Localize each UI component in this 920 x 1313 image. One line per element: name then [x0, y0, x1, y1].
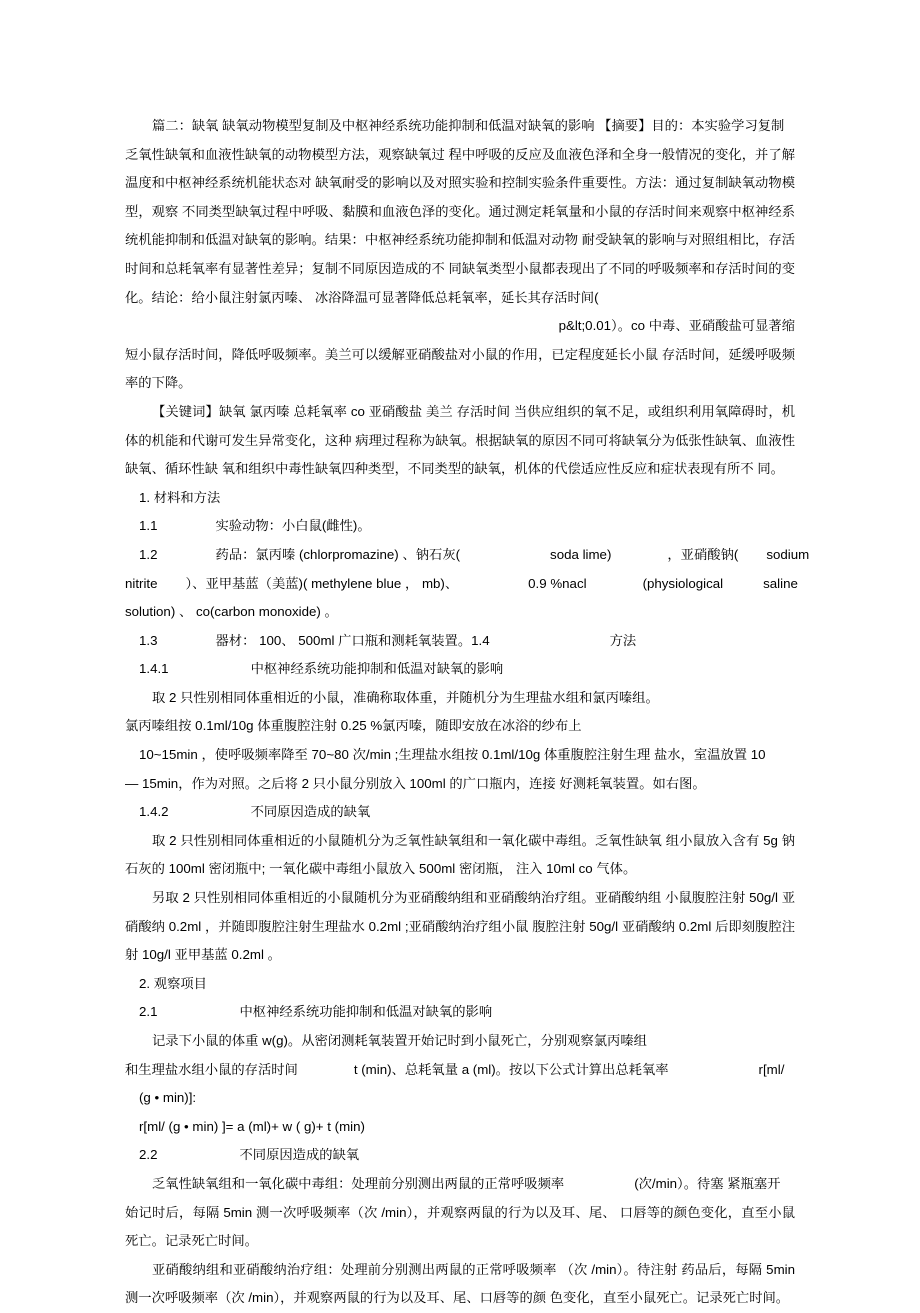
item-2-1-number: 2.1	[139, 1004, 158, 1020]
item-1-2-drugs-h: (physiological	[642, 575, 724, 591]
item-1-2-drugs-j: solution) 、 co(carbon monoxide) 。	[125, 604, 338, 620]
item-1-2-drugs-b: soda lime)	[550, 546, 612, 562]
item-1-4-1-body-2	[125, 712, 795, 741]
item-1-4-2-text: 不同原因造成的缺氧	[250, 804, 371, 820]
item-2-1-heading	[125, 998, 795, 1027]
abstract-paragraph-main	[125, 141, 795, 313]
item-2-2-body-2-text: 亚硝酸纳组和亚硝酸纳治疗组：处理前分别测出两鼠的正常呼吸频率 （次 /min）。待注射 药品后，每隔 5min 测一次呼吸频率（次 /min），并观察两鼠的行为以及耳、尾、口唇等的颜 色变化，直至小鼠死亡。记录死亡时间。	[125, 1261, 795, 1306]
item-1-2-drugs-g: 0.9 %nacl	[528, 575, 587, 591]
item-1-2-drugs-e: nitrite	[125, 575, 158, 591]
item-2-1-body-3	[125, 1084, 795, 1113]
item-2-1-body-2a: 和生理盐水组小鼠的存活时间	[125, 1061, 298, 1077]
item-2-2-body-1a: 乏氧性缺氧组和一氧化碳中毒组：处理前分别测出两鼠的正常呼吸频率	[152, 1175, 565, 1191]
item-1-4-2-body-1-text: 取 2 只性别相同体重相近的小鼠随机分为乏氧性缺氧组和一氧化碳中毒组。乏氧性缺氧 组小鼠放入含有 5g 钠石灰的 100ml 密闭瓶中; 一氧化碳中毒组小鼠放入 500ml 密闭瓶， 注入 10ml co 气体。	[125, 832, 795, 877]
item-1-2-drugs-a: 药品：氯丙嗪 (chlorpromazine) 、钠石灰(	[215, 546, 461, 562]
item-1-2-drugs-c: ，亚硝酸钠(	[667, 546, 739, 562]
item-2-1-text: 中枢神经系统功能抑制和低温对缺氧的影响	[239, 1004, 493, 1020]
item-1-2-drugs-i: saline	[763, 575, 798, 591]
item-1-4-1-body-3-text: 10~15min ，使呼吸频率降至 70~80 次/min ;生理盐水组按 0.1ml/10g 体重腹腔注射生理 盐水，室温放置 10	[139, 747, 766, 763]
abstract-pvalue-line	[125, 312, 795, 341]
total-oxygen-rate-formula	[125, 1113, 795, 1142]
item-1-4-2-body-2	[125, 884, 795, 970]
abstract-tail-text: 短小鼠存活时间，降低呼吸频率。美兰可以缓解亚硝酸盐对小鼠的作用，已定程度延长小鼠 存活时间，延缓呼吸频率的下降。	[125, 346, 795, 391]
section1-heading	[125, 484, 795, 513]
item-1-2-line2	[125, 570, 798, 599]
item-1-4-2-heading	[125, 798, 795, 827]
item-1-4-1-number: 1.4.1	[139, 661, 169, 677]
item-1-3	[125, 627, 795, 656]
item-2-1-body-1-text: 记录下小鼠的体重 w(g)。从密闭测耗氧装置开始记时到小鼠死亡，分别观察氯丙嗪组	[152, 1033, 647, 1048]
abstract-paragraph-tail	[125, 341, 795, 398]
item-1-2-number: 1.2	[139, 546, 158, 562]
item-2-2-text: 不同原因造成的缺氧	[239, 1147, 360, 1163]
section2-heading	[125, 970, 795, 999]
item-1-4-number: 1.4	[471, 632, 490, 648]
item-2-1-body-3-text: (g • min)]:	[139, 1090, 197, 1106]
abstract-paragraph-opening	[125, 112, 795, 141]
item-1-4-2-body-2-text: 另取 2 只性别相同体重相近的小鼠随机分为亚硝酸纳组和亚硝酸纳治疗组。亚硝酸纳组 小鼠腹腔注射 50g/l 亚硝酸纳 0.2ml ，并随即腹腔注射生理盐水 0.2ml ;亚硝酸纳治疗组小鼠 腹腔注射 50g/l 亚硝酸纳 0.2ml 后即刻腹腔注射 10g/l 亚甲基蓝 0.2ml 。	[125, 890, 795, 963]
item-1-4-1-text: 中枢神经系统功能抑制和低温对缺氧的影响	[250, 661, 504, 677]
item-2-1-body-2c: r[ml/	[758, 1061, 785, 1077]
item-2-1-body-2	[125, 1056, 795, 1085]
keywords-label: 【关键词】	[152, 403, 219, 419]
section1-heading-text: 1. 材料和方法	[139, 489, 221, 505]
document-body	[125, 112, 810, 1313]
item-2-2-body-2	[125, 1256, 795, 1313]
keywords-paragraph	[125, 398, 795, 484]
item-1-1	[125, 512, 795, 541]
section2-heading-text: 2. 观察项目	[139, 975, 207, 991]
item-1-3-number: 1.3	[139, 632, 158, 648]
item-1-2-line1	[125, 541, 810, 570]
item-1-4-1-body-4	[125, 770, 795, 799]
item-1-2-drugs-d: sodium	[766, 546, 810, 562]
item-2-2-body-1c: 始记时后，每隔 5min 测一次呼吸频率（次 /min），并观察两鼠的行为以及耳、尾、 口唇等的颜色变化，直至小鼠死亡。记录死亡时间。	[125, 1204, 795, 1249]
item-2-1-body-1	[125, 1027, 795, 1056]
abstract-main-text: 乏氧性缺氧和血液性缺氧的动物模型方法，观察缺氧过 程中呼吸的反应及血液色泽和全身一般情况的变化，并了解温度和中枢神经系统机能状态对 缺氧耐受的影响以及对照实验和控制实验条件重要性。方法：通过复制缺氧动物模型，观察 不同类型缺氧过程中呼吸、黏膜和血液色泽的变化。通过测定耗氧量和小鼠的存活时间来观察中枢神经系统机能抑制和低温对缺氧的影响。结果：中枢神经系统功能抑制和低温对动物 耐受缺氧的影响与对照组相比，存活时间和总耗氧率有显著性差异；复制不同原因造成的不 同缺氧类型小鼠都表现出了不同的呼吸频率和存活时间的变化。结论：给小鼠注射氯丙嗪、 冰浴降温可显著降低总耗氧率，延长其存活时间(	[125, 146, 795, 305]
item-1-4-1-body-1-text: 取 2 只性别相同体重相近的小鼠，准确称取体重，并随机分为生理盐水组和氯丙嗪组。	[152, 689, 659, 705]
formula-text: r[ml/ (g • min) ]= a (ml)+ w ( g)+ t (min)	[139, 1118, 365, 1134]
item-2-2-body-1-line1	[125, 1170, 795, 1199]
item-1-4-1-body-4-text: — 15min，作为对照。之后将 2 只小鼠分别放入 100ml 的广口瓶内，连接 好测耗氧装置。如右图。	[125, 775, 706, 791]
item-1-4-1-body-3	[125, 741, 795, 770]
item-1-1-text: 实验动物：小白鼠(雌性)。	[215, 518, 371, 534]
abstract-pvalue-text: p&lt;0.01）。co 中毒、亚硝酸盐可显著缩	[558, 318, 795, 334]
item-1-1-number: 1.1	[139, 518, 158, 534]
item-1-4-2-body-1	[125, 827, 795, 884]
item-1-4-1-body-1	[125, 684, 795, 713]
item-2-2-number: 2.2	[139, 1147, 158, 1163]
item-2-2-body-1b: (次/min）。待塞 紧瓶塞开	[634, 1175, 781, 1191]
item-1-4-1-heading	[125, 655, 795, 684]
item-1-2-line3	[125, 598, 795, 627]
item-1-2-drugs-f: ）、亚甲基蓝（美蓝)( methylene blue ， mb)、	[185, 575, 459, 591]
item-2-2-heading	[125, 1141, 795, 1170]
item-2-2-body-1-rest	[125, 1199, 795, 1256]
keywords-text: 缺氧 氯丙嗪 总耗氧率 co 亚硝酸盐 美兰 存活时间 当供应组织的氧不足，或组织利用氧障碍时，机体的机能和代谢可发生异常变化，这种 病理过程称为缺氧。根据缺氧的原因不同可将缺氧分为低张性缺氧、血液性缺氧、循环性缺 氧和组织中毒性缺氧四种类型，不同类型的缺氧，机体的代偿适应性反应和症状表现有所不 同。	[125, 403, 796, 477]
item-1-4-2-number: 1.4.2	[139, 804, 169, 820]
item-1-4-text: 方法	[609, 632, 637, 648]
item-1-3-text: 器材： 100、 500ml 广口瓶和测耗氧装置。	[215, 632, 472, 648]
item-1-4-1-body-2-text: 氯丙嗪组按 0.1ml/10g 体重腹腔注射 0.25 %氯丙嗪，随即安放在冰浴的纱布上	[125, 718, 582, 734]
item-2-1-body-2b: t (min)、总耗氧量 a (ml)。按以下公式计算出总耗氧率	[353, 1061, 669, 1077]
abstract-line-1: 篇二：缺氧 缺氧动物模型复制及中枢神经系统功能抑制和低温对缺氧的影响 【摘要】目的：本实验学习复制	[152, 118, 785, 133]
